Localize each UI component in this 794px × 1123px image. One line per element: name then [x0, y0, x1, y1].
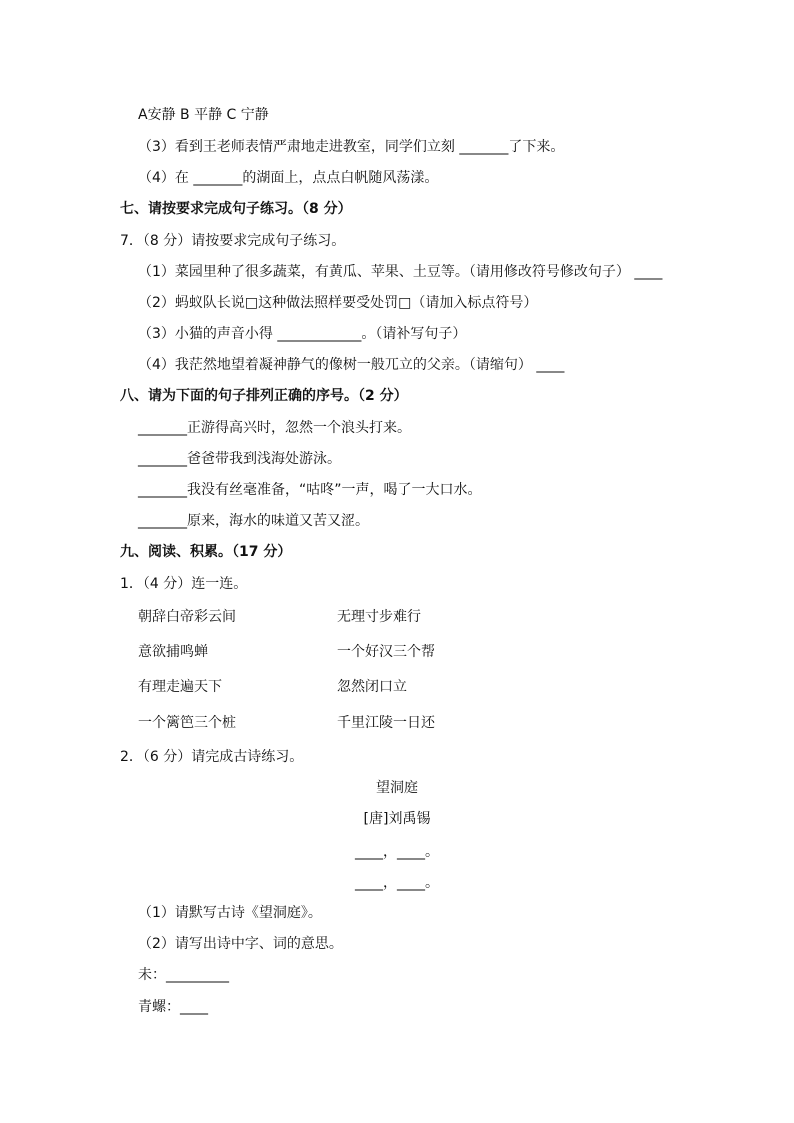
match-right: 忽然闭口立	[337, 679, 407, 695]
question-line: （3）看到王老师表情严肃地走进教室，同学们立刻 _______了下来。	[138, 139, 565, 155]
match-right: 无理寸步难行	[337, 609, 421, 625]
poem-blank-line: ____，____。	[355, 844, 439, 860]
match-left: 意欲捕鸣蝉	[138, 644, 208, 660]
question-line: （1）菜园里种了很多蔬菜，有黄瓜、苹果、土豆等。（请用修改符号修改句子） ____	[138, 264, 663, 280]
ordering-line: _______爸爸带我到浅海处游泳。	[138, 451, 341, 467]
question-title: 2．（6 分）请完成古诗练习。	[120, 749, 304, 765]
question-line: （1）请默写古诗《望洞庭》。	[138, 905, 322, 921]
section-heading: 九、阅读、积累。（17 分）	[120, 544, 292, 560]
options-line: A安静 B 平静 C 宁静	[138, 107, 269, 123]
answer-line: 未：_________	[138, 967, 229, 983]
question-title: 7．（8 分）请按要求完成句子练习。	[120, 233, 346, 249]
answer-line: 青螺：____	[138, 999, 208, 1015]
match-right: 千里江陵一日还	[337, 715, 435, 731]
match-right: 一个好汉三个帮	[337, 644, 435, 660]
poem-author: [唐]刘禹锡	[363, 811, 431, 827]
question-line: （3）小猫的声音小得 ____________。（请补写句子）	[138, 326, 467, 342]
question-line: （2）蚂蚁队长说□这种做法照样要受处罚□（请加入标点符号）	[138, 295, 538, 311]
poem-blank-line: ____，____。	[355, 875, 439, 891]
ordering-line: _______正游得高兴时，忽然一个浪头打来。	[138, 420, 411, 436]
poem-title: 望洞庭	[376, 780, 418, 796]
match-left: 朝辞白帝彩云间	[138, 609, 236, 625]
question-line: （2）请写出诗中字、词的意思。	[138, 936, 343, 952]
question-line: （4）我茫然地望着凝神静气的像树一般兀立的父亲。（请缩句） ____	[138, 357, 565, 373]
match-left: 一个篱笆三个桩	[138, 715, 236, 731]
ordering-line: _______我没有丝毫准备，“咕咚”一声，喝了一大口水。	[138, 482, 482, 498]
ordering-line: _______原来，海水的味道又苦又涩。	[138, 513, 369, 529]
section-heading: 八、请为下面的句子排列正确的序号。（2 分）	[120, 388, 408, 404]
question-title: 1．（4 分）连一连。	[120, 576, 248, 592]
question-line: （4）在 _______的湖面上，点点白帆随风荡漾。	[138, 170, 439, 186]
match-left: 有理走遍天下	[138, 679, 222, 695]
section-heading: 七、请按要求完成句子练习。（8 分）	[120, 201, 352, 217]
